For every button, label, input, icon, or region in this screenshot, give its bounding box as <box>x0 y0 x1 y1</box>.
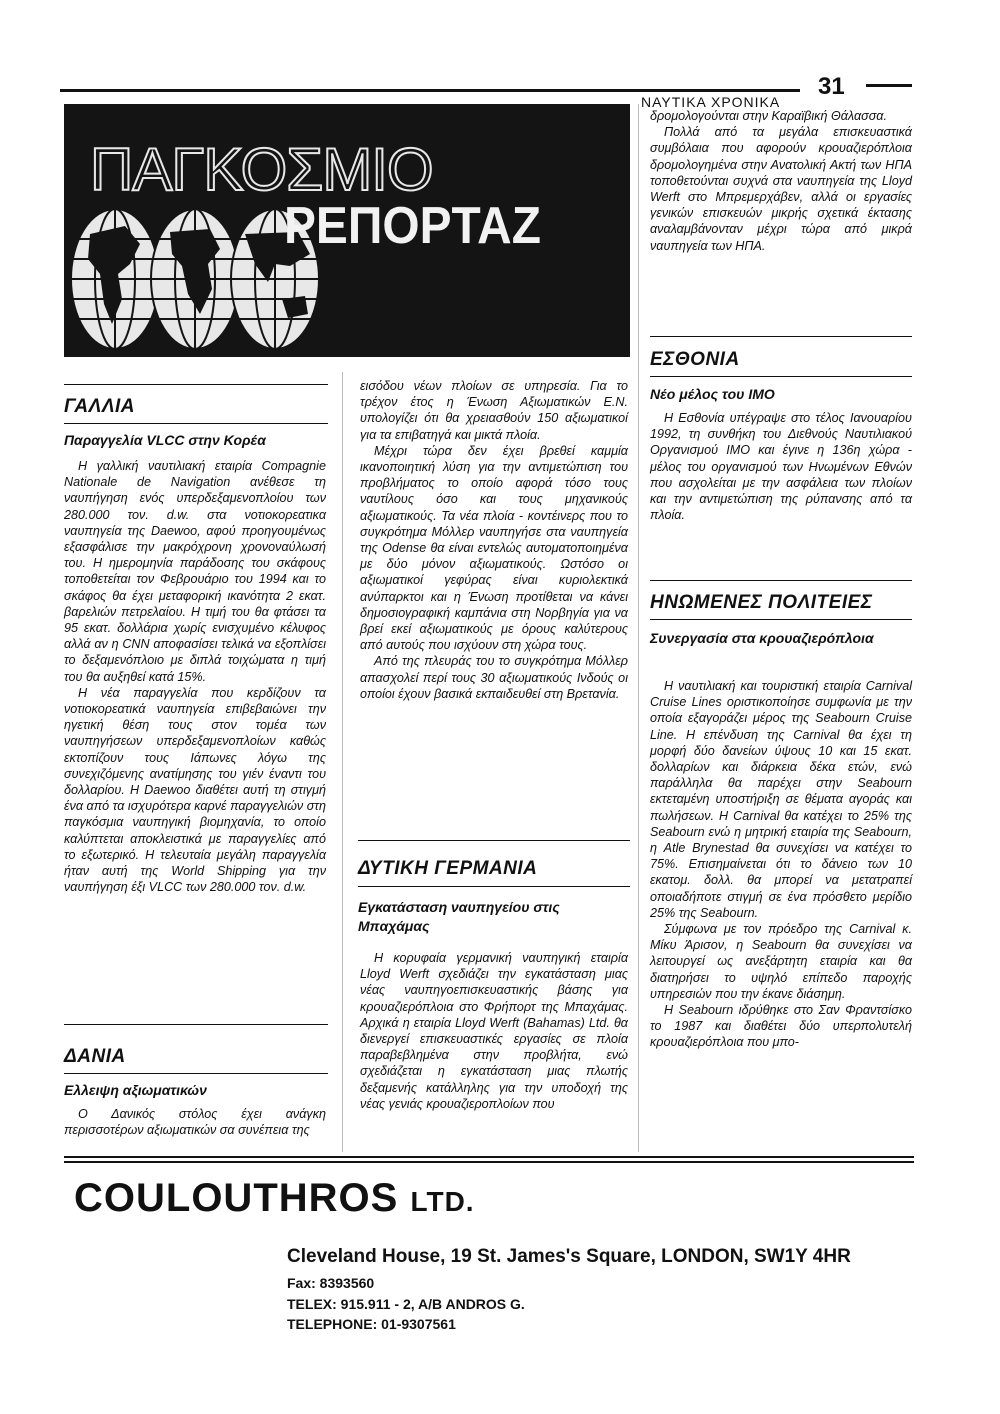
col3-esthonia-heading-rule <box>650 376 912 377</box>
column-divider <box>638 104 639 1152</box>
subheading-dytiki-germania: Εγκατάσταση ναυπηγείου στις Μπαχάμας <box>358 899 560 934</box>
paragraph: εισόδου νέων πλοίων σε υπηρεσία. Για το τρέχον έτος η Ένωση Αξιωματικών Ε.Ν. υπολογίζει ότι θα χρειασθούν 150 αξιωματικοί για τα επιβατηγά και μικτά πλοία. <box>360 379 628 442</box>
article-inomenes-politeies <box>650 678 912 1051</box>
article-gallia <box>64 458 326 895</box>
section-heading-dania: ΔΑΝΙΑ <box>64 1046 126 1067</box>
globe-icon <box>70 204 320 354</box>
col3-esthonia-rule <box>650 336 912 337</box>
col1-heading-rule <box>64 423 328 424</box>
article-dania-continued <box>360 378 628 702</box>
paragraph: Η Εσθονία υπέγραψε στο τέλος Ιανουαρίου 1992, τη συνθήκη του Διεθνούς Ναυτιλιακού Οργανισμού ΙΜΟ και έγινε η 136η χώρα - μέλος του οργανισμού των Ηνωμένων Εθνών που ασχολείται με την ασφάλεια των πλοίων και την αντιμετώπιση της ρύπανσης από τα πλοία. <box>650 411 912 523</box>
company-fax: Fax: 8393560 <box>287 1275 375 1291</box>
advert-top-rule <box>64 1156 914 1158</box>
paragraph: Η Seabourn ιδρύθηκε στο Σαν Φραντσίσκο το 1987 και διαθέτει δύο υπερπολυτελή κρουαζιερόπλοια που μπο- <box>650 1003 912 1050</box>
company-telephone: TELEPHONE: 01-9307561 <box>287 1316 456 1332</box>
subheading-dania: Ελλειψη αξιωματικών <box>64 1082 207 1098</box>
paragraph: δρομολογούνται στην Καραϊβική Θάλασσα. <box>650 109 887 123</box>
col1-dania-heading-rule <box>64 1073 328 1074</box>
paragraph: Σύμφωνα με τον πρόεδρο της Carnival κ. Μίκυ Άρισον, η Seabourn θα συνεχίσει να λειτουργεί ως ανεξάρτητη εταιρία και θα διατηρήσει το υψηλό επίπεδο παροχής υπηρεσιών που την έκανε διάσημη. <box>650 922 912 1001</box>
company-name: COULOUTHROS <box>74 1176 399 1220</box>
col2-germany-rule <box>358 840 630 841</box>
publication-name: ΝΑΥΤΙΚΑ ΧΡΟΝΙΚΑ <box>641 94 781 110</box>
paragraph: Ο Δανικός στόλος έχει ανάγκη περισσοτέρων αξιωματικών σα συνέπεια της <box>64 1107 326 1138</box>
company-suffix: LTD. <box>410 1186 475 1217</box>
paragraph: Η νέα παραγγελία που κερδίζουν τα νοτιοκορεατικά ναυπηγεία επιβεβαιώνει την ηγετική θέση τους στον τομέα των ναυπηγήσεων υπερδεξαμενοπλοίων καθώς εκτοπίζουν τους Ιάπωνες λόγω της συνεχιζόμενης ανατίμησης του γιέν έναντι του δολλαρίου. Η Daewoo διαθέτει αυτή τη στιγμή ένα από τα ισχυρότερα καρνέ παραγγελιών στη παγκόσμια ναυπηγική βιομηχανία, το οποίο καλύπτεται αποκλειστικά με παραγγελίες από το εξωτερικό. Η τελευταία μεγάλη παραγγελία ήταν αυτή της World Shipping για την ναυπήγηση έξι VLCC των 280.000 τον. d.w. <box>64 685 326 895</box>
article-dania <box>64 1106 326 1138</box>
paragraph: Πολλά από τα μεγάλα επισκευαστικά συμβόλαια που αφορούν κρουαζιερόπλοια δρομολογημένα στην Ανατολική Ακτή των ΗΠΑ τοποθετούνται συχνά στα ναυπηγεία της Lloyd Werft στο Μπρεμερχάβεν, αλλά οι εργασίες γενικών επισκευών μικρής σχετικά έκτασης αναλαμβάνονταν μέχρι τώρα από μικρά ναυπηγεία των ΗΠΑ. <box>650 125 912 253</box>
banner-title-line2: ΡΕΠΟΡΤΑΖ <box>284 197 541 255</box>
advert-top-rule-2 <box>64 1161 914 1163</box>
subheading-esthonia: Νέο μέλος του ΙΜΟ <box>650 386 775 402</box>
page-number: 31 <box>818 73 845 100</box>
subheading-gallia: Παραγγελία VLCC στην Κορέα <box>64 432 266 448</box>
col3-usa-rule <box>650 580 912 581</box>
col3-usa-heading-rule <box>650 619 912 620</box>
article-esthonia <box>650 410 912 523</box>
article-germania-continued <box>650 108 912 254</box>
company-logo <box>74 1176 475 1221</box>
page-number-dash <box>866 84 912 87</box>
paragraph: Η κορυφαία γερμανική ναυπηγική εταιρία Lloyd Werft σχεδιάζει την εγκατάσταση μιας νέας ναυπηγοεπισκευαστικής βάσης για κρουαζιερόπλοια στο Φρήπορτ της Μπαχάμας. Αρχικά η εταιρία Lloyd Werft (Bahamas) Ltd. θα διενεργεί επισκευαστικές εργασίες σε πλοία παραβεβλημένα στην προβλήτα, ενώ σχεδιάζεται η εγκατάσταση μιας πλωτής δεξαμενής κατάλληλης για την υποδοχή της νέας γενιάς κρουαζιεροπλοίων που <box>360 951 628 1111</box>
section-heading-esthonia: ΕΣΘΟΝΙΑ <box>650 349 740 370</box>
subheading-inomenes-politeies: Συνεργασία στα κρουαζιερόπλοια <box>650 630 874 646</box>
company-address: Cleveland House, 19 St. James's Square, LONDON, SW1Y 4HR <box>287 1246 851 1267</box>
col2-germany-heading-rule <box>358 886 630 887</box>
paragraph: Από της πλευράς του το συγκρότημα Μόλλερ απασχολεί περί τους 30 αξιωματικούς Ινδούς οι οποίοι έχουν βασικά εκπαιδευθεί στη Βρετανία. <box>360 654 628 701</box>
col1-dania-rule <box>64 1024 328 1025</box>
section-heading-inomenes-politeies: ΗΝΩΜΕΝΕΣ ΠΟΛΙΤΕΙΕΣ <box>650 592 873 613</box>
section-heading-dytiki-germania: ΔΥΤΙΚΗ ΓΕΡΜΑΝΙΑ <box>358 858 538 879</box>
article-dytiki-germania <box>360 950 628 1112</box>
section-heading-gallia: ΓΑΛΛΙΑ <box>64 396 136 417</box>
banner-title-line1: ΠΑΓΚΟΣΜΙΟ <box>90 136 433 203</box>
company-telex: TELEX: 915.911 - 2, A/B ANDROS G. <box>287 1296 525 1312</box>
paragraph: Μέχρι τώρα δεν έχει βρεθεί καμμία ικανοποιητική λύση για την αντιμετώπιση του προβλήματος το οποίο αφορά τόσο τους ναυτίλους όσο και τους μηχανικούς αξιωματικούς. Τα νέα πλοία - κοντέινερς που το συγκρότημα Μόλλερ ναυπηγήσε στα ναυπηγεία της Odense θα είναι εντελώς αυτοματοποιημένα με δύο μόνον αξιωματικούς. Ωστόσο οι αξιωματικοί γεφύρας είναι κυριολεκτικά ανύπαρκτοι και η Ένωση προτίθεται να κάνει δημοσιογραφική καμπάνια στη Νορβηγία για να βρεί εκεί αξιωματικούς με όρους καλύτερους από αυτούς που ισχύουν στη χώρα τους. <box>360 443 628 653</box>
paragraph: Η ναυτιλιακή και τουριστική εταιρία Carnival Cruise Lines οριστικοποίησε συμφωνία με την οποία εξαγοράζει μέρος της Seabourn Cruise Line. Η επένδυση της Carnival θα έχει τη μορφή δύο δανείων ύψους 10 και 15 εκατ. δολλαρίων και διάρκεια δέκα ετών, ενώ παράλληλα θα παρέχει στην Seabourn εκτεταμένη υποστήριξη σε θέματα αγοράς και πωλήσεων. Η Carnival θα κατέχει το 25% της Seabourn ενώ η μητρική εταιρία της Seabourn, η Atle Brynestad θα συνεχίσει να κατέχει το 75%. Επισημαίνεται ότι το δάνειο των 10 εκατομ. δολλ. θα μπορεί να μετατραπεί οποιαδήποτε στιγμή σε ένα πρόσθετο μερίδιο 25% της Seabourn. <box>650 679 912 920</box>
world-report-banner <box>64 104 630 357</box>
col1-top-rule <box>64 384 328 385</box>
paragraph: Η γαλλική ναυτιλιακή εταιρία Compagnie Nationale de Navigation ανέθεσε τη ναυπήγηση ενός υπερδεξαμενοπλοίου των 280.000 τον. d.w. στα νοτιοκορεατικα ναυπηγεία της Daewoo, αφού προηγουμένως εξασφάλισε την μακρόχρονη χρονοναύλωσή του. Η ημερομηνία παράδοσης του σκάφους τοποθετείται τον Φεβρουάριο του 1994 και το σκάφος θα έχει μεταφορική ικανότητα 2 εκατ. βαρελιών πετρελαίου. Η τιμή του θα φτάσει τα 95 εκατ. δολλάρια χωρίς ενισχυμένο κέλυφος αλλά αν η CNN αποφασίσει τελικά να εξοπλίσει το δεξαμενόπλοιο με διπλά τοιχώματα η τιμή του θα αυξηθεί κατά 15%. <box>64 459 326 684</box>
header-rule <box>60 89 800 92</box>
column-divider <box>342 372 343 1152</box>
